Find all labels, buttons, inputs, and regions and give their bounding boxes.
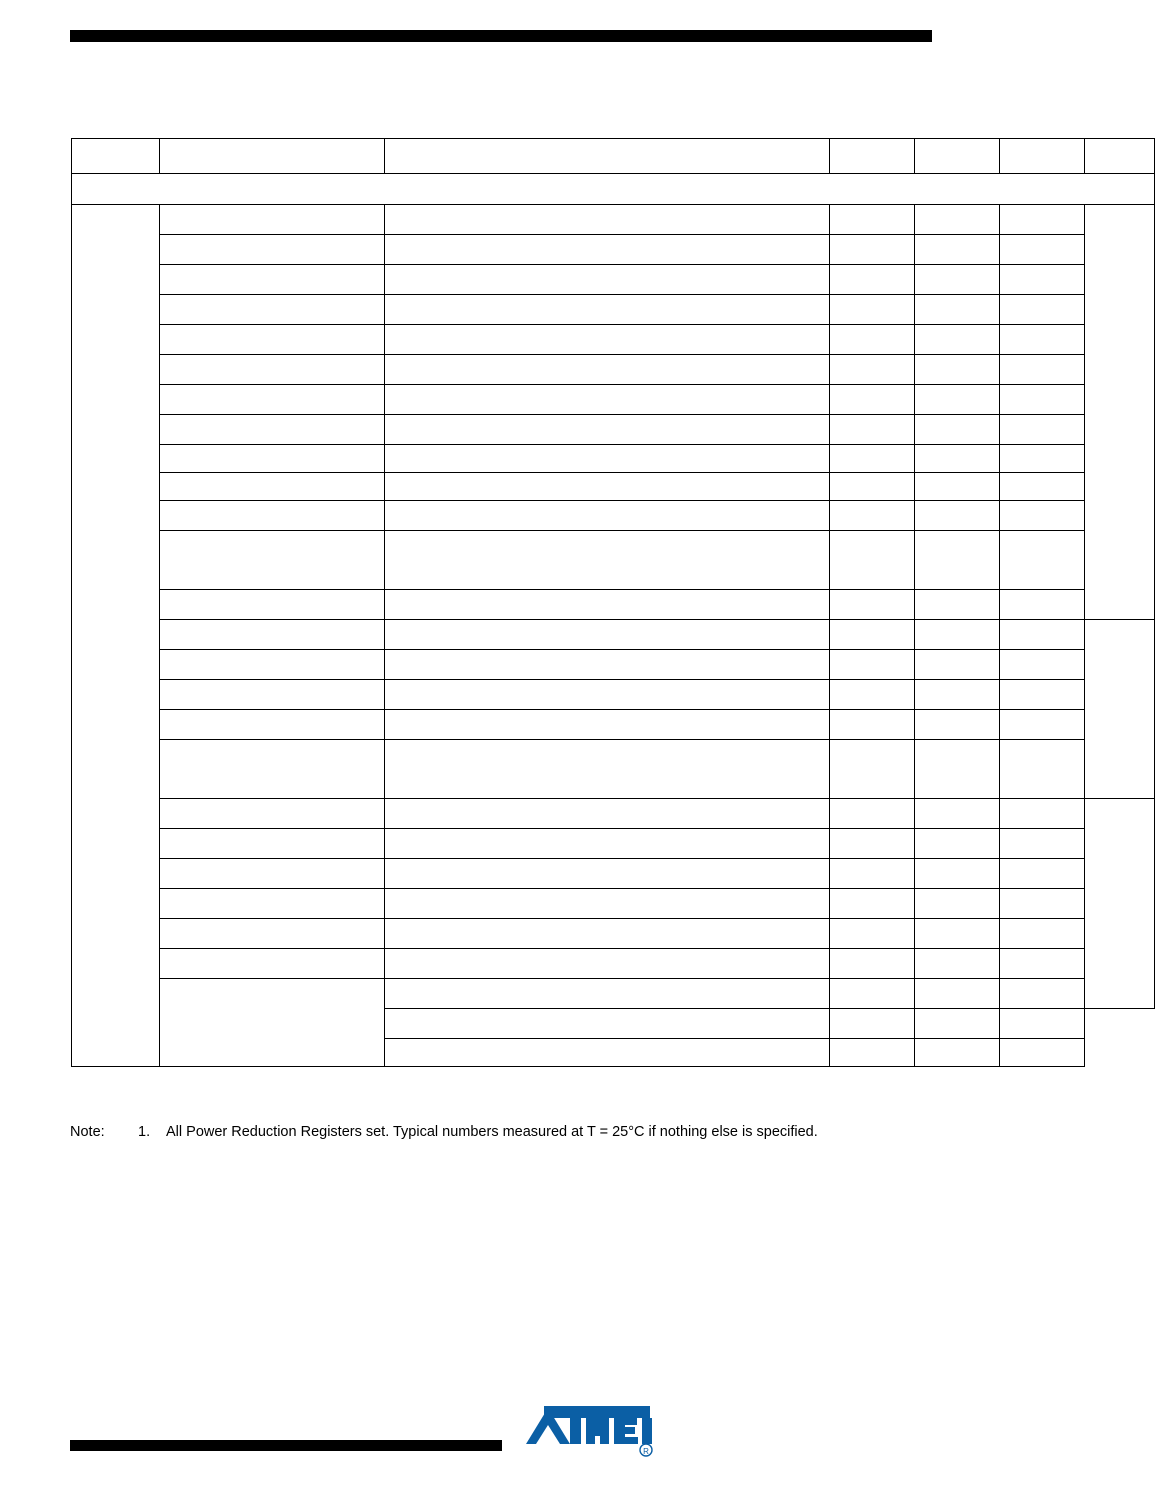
cell-condition — [385, 325, 830, 355]
table-row — [72, 295, 1155, 325]
cell-max — [1000, 205, 1085, 235]
cell-parameter — [160, 501, 385, 531]
cell-max — [1000, 949, 1085, 979]
footer-rule — [70, 1440, 502, 1451]
table-row — [72, 799, 1155, 829]
cell-parameter — [160, 473, 385, 501]
cell-typ — [915, 979, 1000, 1009]
cell-condition — [385, 680, 830, 710]
cell-typ — [915, 295, 1000, 325]
cell-condition — [385, 949, 830, 979]
cell-condition — [385, 1039, 830, 1067]
cell-max — [1000, 799, 1085, 829]
table-row — [72, 859, 1155, 889]
table-note — [70, 1124, 1070, 1140]
cell-parameter — [160, 235, 385, 265]
table-row — [72, 385, 1155, 415]
note-number: 1. — [138, 1124, 151, 1140]
cell-max — [1000, 325, 1085, 355]
cell-max — [1000, 265, 1085, 295]
cell-condition — [385, 501, 830, 531]
table-header-row — [72, 139, 1155, 174]
cell-parameter — [160, 829, 385, 859]
cell-parameter — [160, 859, 385, 889]
cell-condition — [385, 859, 830, 889]
column-header-symbol — [72, 139, 160, 174]
cell-symbol — [72, 205, 160, 1067]
cell-max — [1000, 355, 1085, 385]
cell-typ — [915, 919, 1000, 949]
cell-parameter — [160, 979, 385, 1067]
cell-typ — [915, 235, 1000, 265]
cell-min — [830, 531, 915, 590]
cell-min — [830, 799, 915, 829]
cell-parameter — [160, 919, 385, 949]
cell-max — [1000, 295, 1085, 325]
cell-parameter — [160, 205, 385, 235]
cell-min — [830, 235, 915, 265]
table-row — [72, 531, 1155, 590]
atmel-logo — [524, 1404, 654, 1462]
cell-typ — [915, 650, 1000, 680]
cell-max — [1000, 445, 1085, 473]
cell-max — [1000, 620, 1085, 650]
cell-parameter — [160, 531, 385, 590]
cell-min — [830, 1039, 915, 1067]
cell-typ — [915, 1009, 1000, 1039]
cell-parameter — [160, 385, 385, 415]
column-header-parameter — [160, 139, 385, 174]
cell-typ — [915, 620, 1000, 650]
cell-condition — [385, 889, 830, 919]
cell-parameter — [160, 355, 385, 385]
column-header-typ — [915, 139, 1000, 174]
column-header-units — [1085, 139, 1155, 174]
cell-max — [1000, 859, 1085, 889]
table-section-label — [72, 174, 1155, 205]
cell-typ — [915, 680, 1000, 710]
cell-typ — [915, 415, 1000, 445]
cell-parameter — [160, 650, 385, 680]
note-label: Note: — [70, 1124, 105, 1140]
table-row — [72, 740, 1155, 799]
cell-min — [830, 325, 915, 355]
table-row — [72, 949, 1155, 979]
cell-typ — [915, 1039, 1000, 1067]
cell-condition — [385, 385, 830, 415]
cell-min — [830, 590, 915, 620]
cell-condition — [385, 235, 830, 265]
table-row — [72, 590, 1155, 620]
cell-condition — [385, 829, 830, 859]
cell-min — [830, 949, 915, 979]
cell-max — [1000, 650, 1085, 680]
cell-max — [1000, 531, 1085, 590]
cell-typ — [915, 205, 1000, 235]
table-row — [72, 680, 1155, 710]
cell-typ — [915, 710, 1000, 740]
table-row — [72, 235, 1155, 265]
cell-min — [830, 650, 915, 680]
cell-min — [830, 445, 915, 473]
cell-max — [1000, 235, 1085, 265]
cell-condition — [385, 205, 830, 235]
cell-max — [1000, 740, 1085, 799]
cell-max — [1000, 501, 1085, 531]
column-header-min — [830, 139, 915, 174]
cell-condition — [385, 620, 830, 650]
cell-condition — [385, 445, 830, 473]
cell-min — [830, 295, 915, 325]
cell-typ — [915, 501, 1000, 531]
table-section-row — [72, 174, 1155, 205]
cell-max — [1000, 385, 1085, 415]
cell-condition — [385, 590, 830, 620]
table-row — [72, 205, 1155, 235]
table-row — [72, 265, 1155, 295]
cell-parameter — [160, 740, 385, 799]
cell-parameter — [160, 889, 385, 919]
cell-typ — [915, 531, 1000, 590]
cell-condition — [385, 650, 830, 680]
cell-condition — [385, 265, 830, 295]
note-text: All Power Reduction Registers set. Typical numbers measured at T = 25°C if nothing else is specified. — [166, 1124, 818, 1140]
table-row — [72, 979, 1155, 1009]
table-row — [72, 325, 1155, 355]
cell-parameter — [160, 325, 385, 355]
cell-typ — [915, 590, 1000, 620]
cell-typ — [915, 799, 1000, 829]
cell-min — [830, 889, 915, 919]
cell-min — [830, 979, 915, 1009]
cell-min — [830, 740, 915, 799]
table-row — [72, 829, 1155, 859]
cell-typ — [915, 740, 1000, 799]
cell-condition — [385, 799, 830, 829]
cell-typ — [915, 949, 1000, 979]
cell-condition — [385, 710, 830, 740]
cell-min — [830, 710, 915, 740]
cell-condition — [385, 740, 830, 799]
cell-max — [1000, 889, 1085, 919]
cell-parameter — [160, 295, 385, 325]
cell-condition — [385, 415, 830, 445]
cell-units — [1085, 620, 1155, 799]
cell-max — [1000, 1039, 1085, 1067]
cell-condition — [385, 1009, 830, 1039]
cell-parameter — [160, 620, 385, 650]
cell-condition — [385, 295, 830, 325]
cell-max — [1000, 979, 1085, 1009]
column-header-max — [1000, 139, 1085, 174]
cell-parameter — [160, 799, 385, 829]
table-row — [72, 445, 1155, 473]
cell-typ — [915, 889, 1000, 919]
column-header-condition — [385, 139, 830, 174]
cell-max — [1000, 919, 1085, 949]
svg-text:R: R — [643, 1447, 649, 1456]
cell-typ — [915, 829, 1000, 859]
cell-condition — [385, 355, 830, 385]
cell-typ — [915, 445, 1000, 473]
cell-parameter — [160, 710, 385, 740]
cell-max — [1000, 473, 1085, 501]
cell-parameter — [160, 445, 385, 473]
header-rule — [70, 30, 932, 42]
cell-typ — [915, 385, 1000, 415]
cell-typ — [915, 355, 1000, 385]
cell-typ — [915, 473, 1000, 501]
cell-parameter — [160, 265, 385, 295]
cell-condition — [385, 473, 830, 501]
table-row — [72, 650, 1155, 680]
cell-min — [830, 1009, 915, 1039]
cell-min — [830, 919, 915, 949]
table-row — [72, 889, 1155, 919]
cell-max — [1000, 590, 1085, 620]
cell-min — [830, 620, 915, 650]
cell-min — [830, 859, 915, 889]
cell-max — [1000, 680, 1085, 710]
cell-min — [830, 265, 915, 295]
specification-table — [71, 138, 1155, 1067]
table-row — [72, 710, 1155, 740]
table-row — [72, 501, 1155, 531]
cell-min — [830, 385, 915, 415]
cell-parameter — [160, 949, 385, 979]
cell-condition — [385, 531, 830, 590]
cell-parameter — [160, 680, 385, 710]
cell-typ — [915, 265, 1000, 295]
cell-max — [1000, 1009, 1085, 1039]
cell-max — [1000, 829, 1085, 859]
cell-min — [830, 415, 915, 445]
cell-typ — [915, 325, 1000, 355]
cell-min — [830, 829, 915, 859]
cell-condition — [385, 919, 830, 949]
cell-min — [830, 205, 915, 235]
table-row — [72, 620, 1155, 650]
cell-parameter — [160, 590, 385, 620]
cell-units — [1085, 205, 1155, 620]
cell-condition — [385, 979, 830, 1009]
cell-parameter — [160, 415, 385, 445]
table-row — [72, 473, 1155, 501]
cell-min — [830, 501, 915, 531]
table-row — [72, 919, 1155, 949]
cell-typ — [915, 859, 1000, 889]
cell-min — [830, 680, 915, 710]
cell-min — [830, 355, 915, 385]
cell-max — [1000, 710, 1085, 740]
table-row — [72, 355, 1155, 385]
table-row — [72, 415, 1155, 445]
cell-max — [1000, 415, 1085, 445]
cell-units — [1085, 799, 1155, 1009]
cell-min — [830, 473, 915, 501]
